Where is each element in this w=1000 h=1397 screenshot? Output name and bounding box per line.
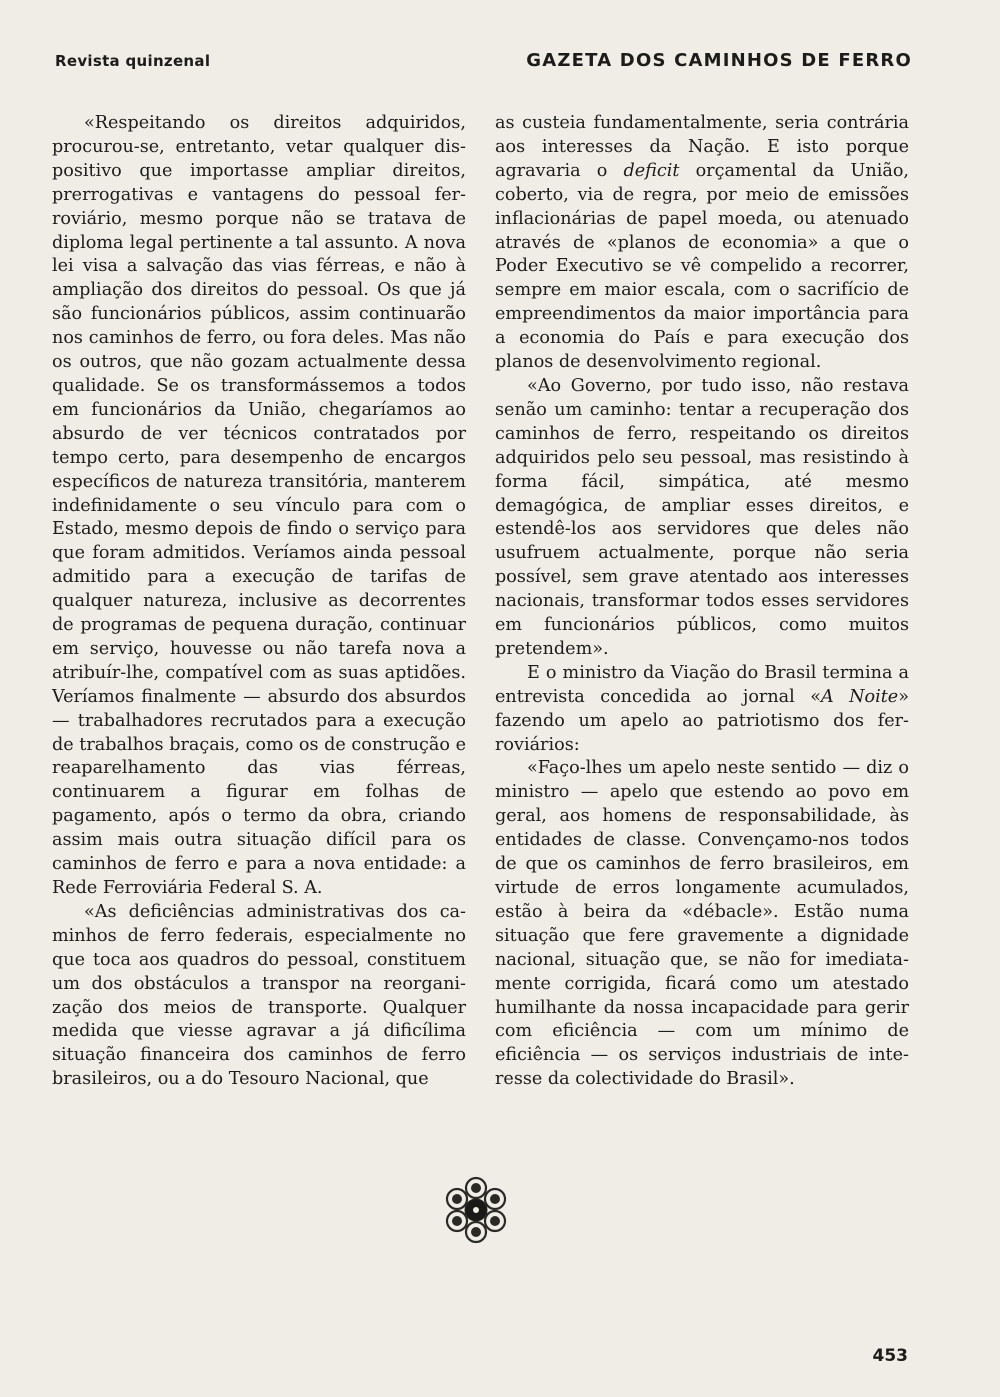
page-number: 453 — [872, 1346, 908, 1366]
text-run: orçamental da União, coberto, via de regra, por meio de emissões inflacionárias de papel moeda, ou atenuado através de «planos de economia» a que o Poder Executivo se vê compelido a recorrer, sempre em maior escala, com o sacrifício de empreendimentos da maior importância para a economia do País e para execução dos planos de desenvolvimento regional. — [495, 160, 910, 373]
wire-rope-cross-section-icon — [436, 1170, 516, 1250]
paragraph — [495, 662, 909, 758]
paragraph: «Ao Governo, por tudo isso, não restava senão um caminho: tentar a recuperação dos caminhos de ferro, respeitando os direitos adquiridos pelo seu pessoal, mas resistindo à forma fácil, simpática, até mesmo demagógica, de ampliar esses direitos, e estendê-los aos servidores que deles não usufruem actualmente, porque não seria possível, sem grave atentado aos interesses nacionais, transformar todos esses servidores em funcionários públicos, como muitos pretendem». — [495, 375, 909, 659]
paragraph-continued — [495, 112, 909, 375]
header-publication-frequency: Revista quinzenal — [55, 52, 211, 70]
newspaper-name: A Noite — [820, 686, 899, 707]
header-journal-title: GAZETA DOS CAMINHOS DE FERRO — [526, 50, 912, 71]
right-column — [495, 112, 909, 1092]
italic-term: deficit — [623, 160, 680, 181]
text-run: as custeia fundamentalmente, seria contrária aos interesses da Nação. E isto porque agravaria o — [495, 113, 909, 181]
paragraph: «As deficiências administrativas dos caminhos de ferro federais, especialmente no que toca aos quadros do pessoal, constituem um dos obstáculos a transpor na reorganização dos meios de transporte. Qualquer medida que viesse agravar a já dificílima situação financeira dos caminhos de ferro brasileiros, ou a do Tesouro Nacional, que — [52, 901, 466, 1090]
text-run: » fazendo um apelo ao patriotismo dos ferroviários: — [495, 686, 909, 755]
paragraph: «Respeitando os direitos adquiridos, procurou-se, entretanto, vetar qualquer dispositivo que importasse ampliar direitos, prerrogativas e vantagens do pessoal ferroviário, mesmo porque não se tratava de diploma legal pertinente a tal assunto. A nova lei visa a salvação das vias férreas, e não à ampliação dos direitos do pessoal. Os que já são funcionários públicos, assim continuarão nos caminhos de ferro, ou fora deles. Mas não os outros, que não gozam actualmente dessa qualidade. Se os transformássemos a todos em funcionários da União, chegaríamos ao absurdo de ver técnicos contratados por tempo certo, para desempenho de encargos específicos de natureza transitória, manterem indefinidamente o seu vínculo para com o Estado, mesmo depois de findo o serviço para que foram admitidos. Veríamos ainda pessoal admitido para a execução de tarifas de qualquer natureza, inclusive as decorrentes de programas de pequena duração, continuar em serviço, houvesse ou não tarefa nova a atribuír-lhe, compatível com as suas aptidões. Veríamos finalmente — absurdo dos absurdos — trabalhadores recrutados para a execução de trabalhos braçais, como os de construção e reaparelhamento das vias férreas, continuarem a figurar em folhas de pagamento, após o termo da obra, criando assim mais outra situação difícil para os caminhos de ferro e para a nova entidade: a Rede Ferroviária Federal S. A. — [52, 113, 466, 898]
paragraph: «Faço-lhes um apelo neste sentido — diz o ministro — apelo que estendo ao povo em geral, aos homens de responsabilidade, às entidades de classe. Convençamo-nos todos de que os caminhos de ferro brasileiros, em virtude de erros longamente acumulados, estão à beira da «débacle». Estão numa situação que fere gravemente a dignidade nacional, situação que, se não for imediatamente corrigida, ficará como um atestado humilhante da nossa incapacidade para gerir com eficiência — com um mínimo de eficiência — os serviços industriais de interesse da colectividade do Brasil». — [495, 758, 909, 1090]
text-run: E o ministro da Viação do Brasil termina a entrevista concedida ao jornal « — [495, 662, 909, 707]
left-column — [52, 112, 466, 1092]
